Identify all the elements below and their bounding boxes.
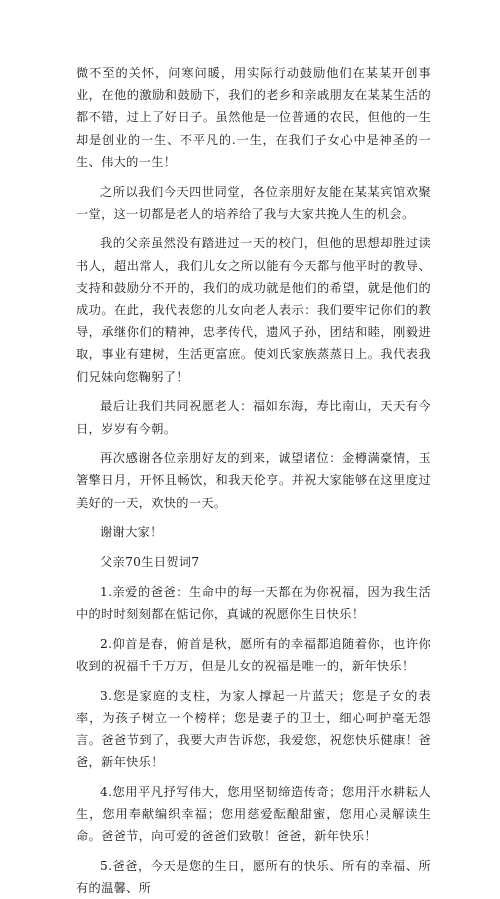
list-item: 5.爸爸，今天是您的生日，愿所有的快乐、所有的幸福、所有的温馨、所: [76, 859, 431, 896]
paragraph: 微不至的关怀，问寒问暖，用实际行动鼓励他们在某某开创事业，在他的激励和鼓励下，我们的老乡和亲戚朋友在某某生活的都不错，过上了好日子。虽然他是一位普通的农民，但他的一生却是创业的一生、不平凡的.一生，在我们子女心中是神圣的一生、伟大的一生！: [76, 66, 431, 169]
paragraph: 最后让我们共同祝愿老人：福如东海，寿比南山，天天有今日，岁岁有今朝。: [76, 399, 431, 436]
list-item: 4.您用平凡抒写伟大，您用坚韧缔造传奇；您用汗水耕耘人生，您用奉献编织幸福；您用慈爱酝酿甜蜜，您用心灵解读生命。爸爸节，向可爱的爸爸们致敬！爸爸，新年快乐！: [76, 784, 431, 844]
list-item: 2.仰首是春，俯首是秋，愿所有的幸福都追随着你，也许你收到的祝福千千万万，但是儿女的祝福是唯一的，新年快乐！: [76, 636, 431, 673]
closing-line: 谢谢大家！: [100, 525, 163, 540]
section-heading: 父亲70生日贺词7: [100, 555, 200, 570]
paragraph: 再次感谢各位亲朋好友的到来，诚望诸位：金樽满豪情，玉箸擎日月，开怀且畅饮，和我天伦亨。并祝大家能够在这里度过美好的一天，欢快的一天。: [76, 451, 431, 510]
list-item: 3.您是家庭的支柱，为家人撑起一片蓝天；您是子女的表率，为孩子树立一个榜样；您是妻子的卫士，细心呵护毫无怨言。爸爸节到了，我要大声告诉您，我爱您，祝您快乐健康！爸爸，新年快乐！: [76, 688, 431, 770]
list-item: 1.亲爱的爸爸：生命中的每一天都在为你祝福，因为我生活中的时时刻刻都在惦记你，真诚的祝愿你生日快乐！: [76, 584, 431, 621]
paragraph: 我的父亲虽然没有踏进过一天的校门，但他的思想却胜过读书人，超出常人，我们儿女之所以能有今天都与他平时的教导、支持和鼓励分不开的，我们的成功就是他们的希望，就是他们的成功。在此，我代表您的儿女向老人表示：我们要牢记你们的教导，承继你们的精神，忠孝传代，遗风子孙，团结和睦，刚毅进取，事业有建树，生活更富庶。使刘氏家族蒸蒸日上。我代表我们兄妹向您鞠躬了！: [76, 236, 431, 384]
paragraph: 之所以我们今天四世同堂，各位亲朋好友能在某某宾馆欢聚一堂，这一切都是老人的培养给了我与大家共挽人生的机会。: [76, 184, 431, 221]
